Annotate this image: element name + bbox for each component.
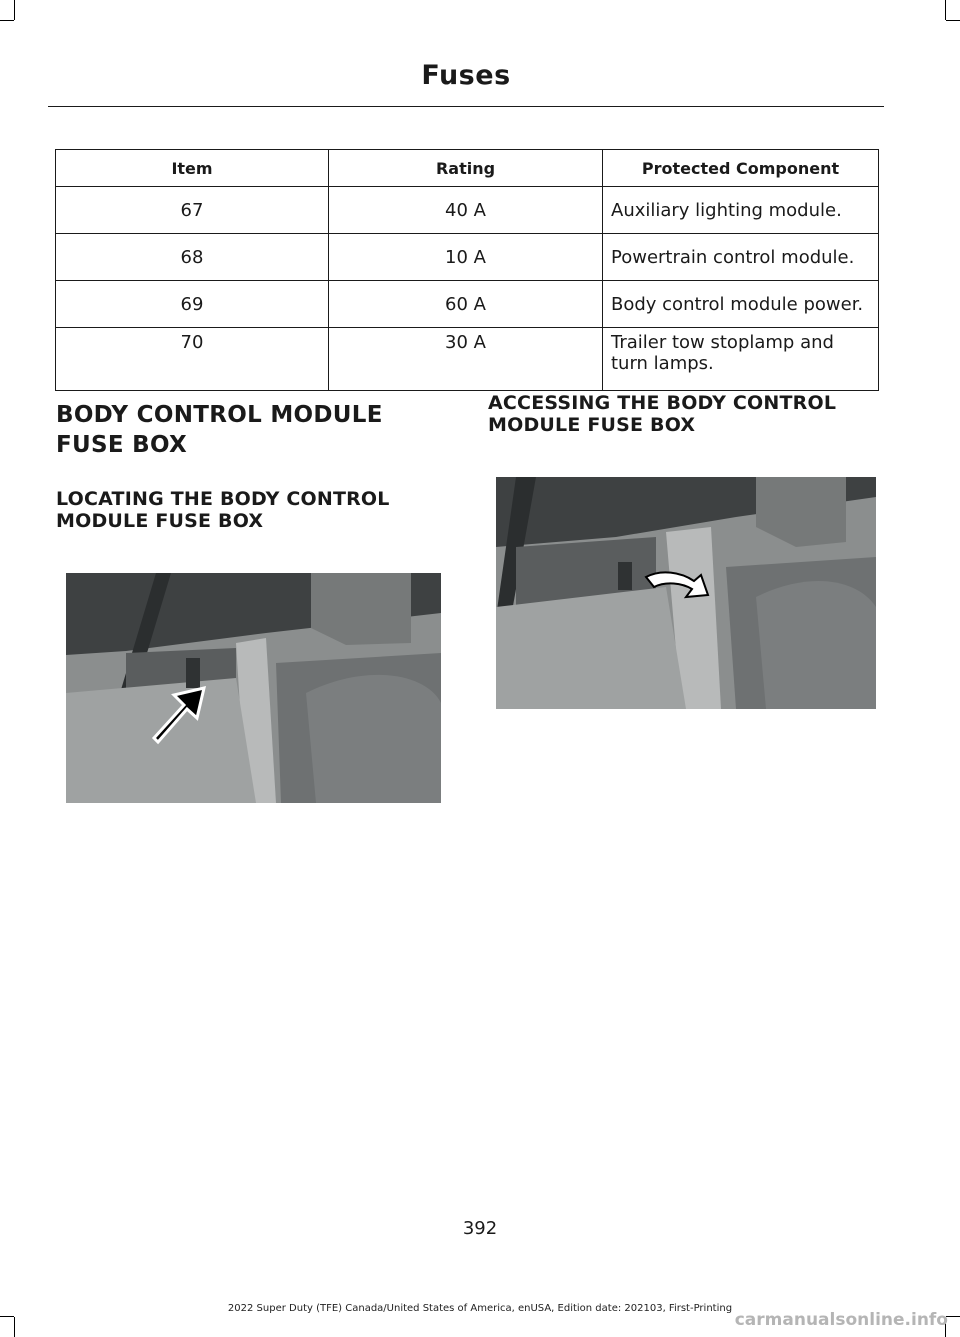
crop-mark [946, 1316, 960, 1317]
fuse-component-cell: Body control module power. [603, 281, 879, 328]
crop-mark [945, 0, 946, 20]
crop-mark [0, 20, 14, 21]
fuse-rating-cell: 40 A [329, 187, 603, 234]
table-row [56, 187, 879, 234]
fuse-item-cell: 67 [56, 187, 329, 234]
fuse-component-cell: Auxiliary lighting module. [603, 187, 879, 234]
column-header-item: Item [56, 150, 329, 187]
table-row [56, 234, 879, 281]
crop-mark [14, 1317, 15, 1337]
table-row [56, 328, 879, 391]
column-header-rating: Rating [329, 150, 603, 187]
crop-mark [946, 20, 960, 21]
crop-mark [14, 0, 15, 20]
page-number: 392 [462, 1218, 498, 1239]
table-header-row [56, 150, 879, 187]
subsection-heading-accessing: ACCESSING THE BODY CONTROL MODULE FUSE BOX [488, 392, 837, 436]
title-divider [48, 106, 884, 107]
fuse-rating-cell: 30 A [329, 328, 603, 391]
subsection-heading-locating: LOCATING THE BODY CONTROL MODULE FUSE BOX [56, 488, 390, 532]
crop-mark [0, 1316, 14, 1317]
locating-fuse-box-illustration [66, 573, 441, 803]
watermark: carmanualsonline.info [734, 1310, 948, 1330]
page-title: Fuses [421, 60, 511, 91]
section-heading: BODY CONTROL MODULE [56, 402, 383, 428]
column-header-protected-component: Protected Component [603, 150, 879, 187]
table-row [56, 281, 879, 328]
fuse-rating-cell: 10 A [329, 234, 603, 281]
fuse-item-cell: 70 [56, 328, 329, 391]
fuse-rating-cell: 60 A [329, 281, 603, 328]
fuse-component-cell: Powertrain control module. [603, 234, 879, 281]
fuse-item-cell: 68 [56, 234, 329, 281]
fuse-table [55, 149, 879, 391]
fuse-item-cell: 69 [56, 281, 329, 328]
accessing-fuse-box-illustration [496, 477, 876, 709]
footer-edition-info: 2022 Super Duty (TFE) Canada/United States of America, enUSA, Edition date: 202103, First-Printing [227, 1303, 733, 1314]
fuse-component-cell: Trailer tow stoplamp and turn lamps. [603, 328, 879, 391]
section-heading: FUSE BOX [56, 432, 188, 458]
